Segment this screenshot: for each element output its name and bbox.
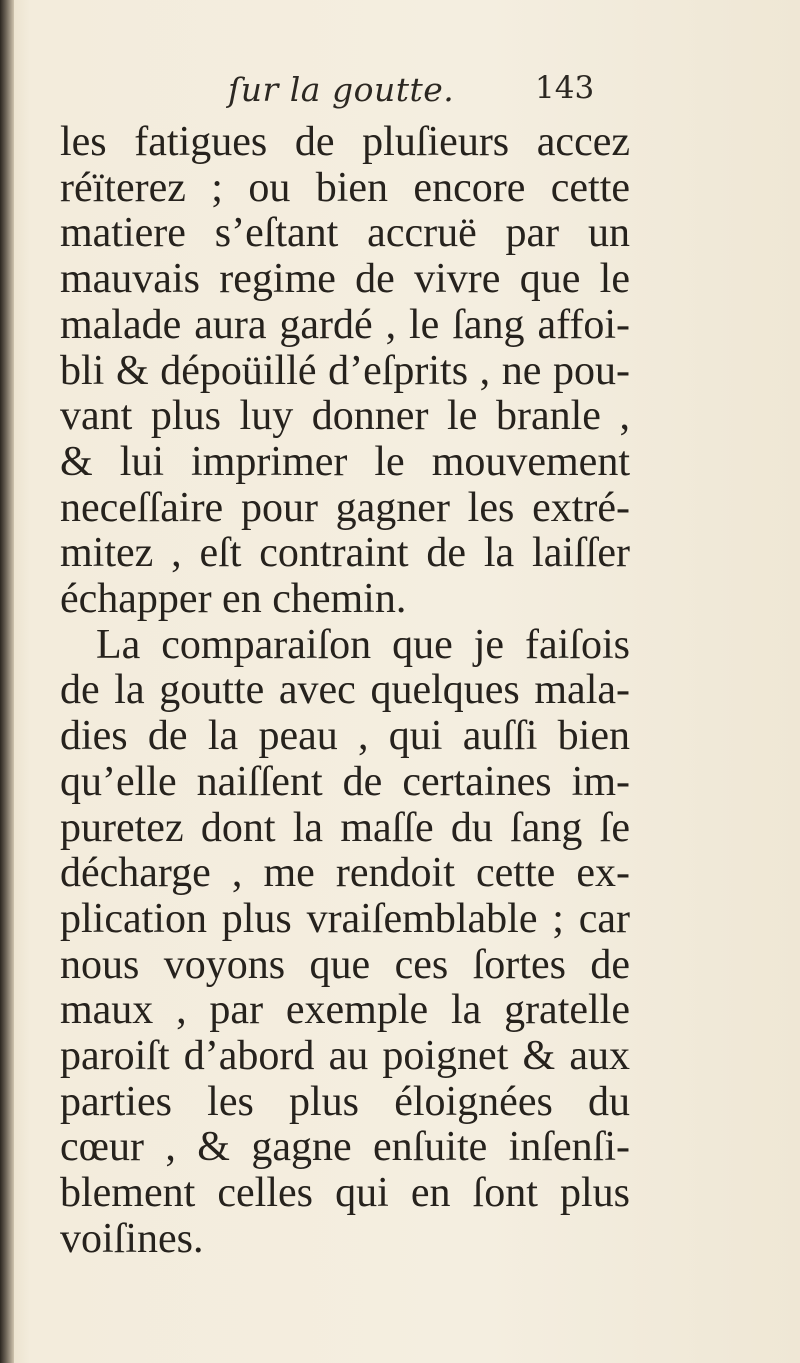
text-line: blement celles qui en ſont plus [60, 1170, 630, 1217]
text-line: matiere s’eſtant accruë par un [60, 210, 630, 257]
text-line: bli & dépoüillé d’eſprits , ne pou- [60, 347, 630, 394]
text-line: cœur , & gagne enſuite inſenſi- [60, 1124, 630, 1171]
text-line: parties les plus éloignées du [60, 1078, 630, 1125]
text-line: puretez dont la maſſe du ſang ſe [60, 804, 630, 851]
text-line: de la goutte avec quelques mala- [60, 667, 630, 714]
text-line: qu’elle naiſſent de certaines im- [60, 758, 630, 805]
text-line: mitez , eſt contraint de la laiſſer [60, 530, 630, 577]
text-line: maux , par exemple la gratelle [60, 987, 630, 1034]
page-number: 143 [535, 70, 595, 106]
running-head: ſur la goutte. [228, 70, 455, 109]
text-line: nous voyons que ces ſortes de [60, 941, 630, 988]
text-line: échapper en chemin. [60, 576, 407, 623]
text-line: dies de la peau , qui auſſi bien [60, 713, 630, 760]
text-line: les fatigues de pluſieurs accez [60, 119, 630, 165]
text-line: mauvais regime de vivre que le [60, 256, 630, 303]
text-line: voiſines. [60, 1215, 204, 1262]
text-line: La comparaiſon que je faiſois [96, 621, 630, 668]
text-line: réïterez ; ou bien encore cette [60, 164, 630, 211]
text-line: plication plus vraiſemblable ; car [60, 895, 630, 942]
body-text [60, 120, 630, 1263]
text-line: neceſſaire pour gagner les extré- [60, 484, 630, 531]
text-line: & lui imprimer le mouvement [60, 438, 630, 485]
page-gutter-shadow [0, 0, 14, 1363]
text-line: décharge , me rendoit cette ex- [60, 850, 630, 897]
text-line: malade aura gardé , le ſang affoi- [60, 301, 630, 348]
text-line: vant plus luy donner le branle , [60, 393, 630, 440]
text-line: paroiſt d’abord au poignet & aux [60, 1033, 630, 1080]
